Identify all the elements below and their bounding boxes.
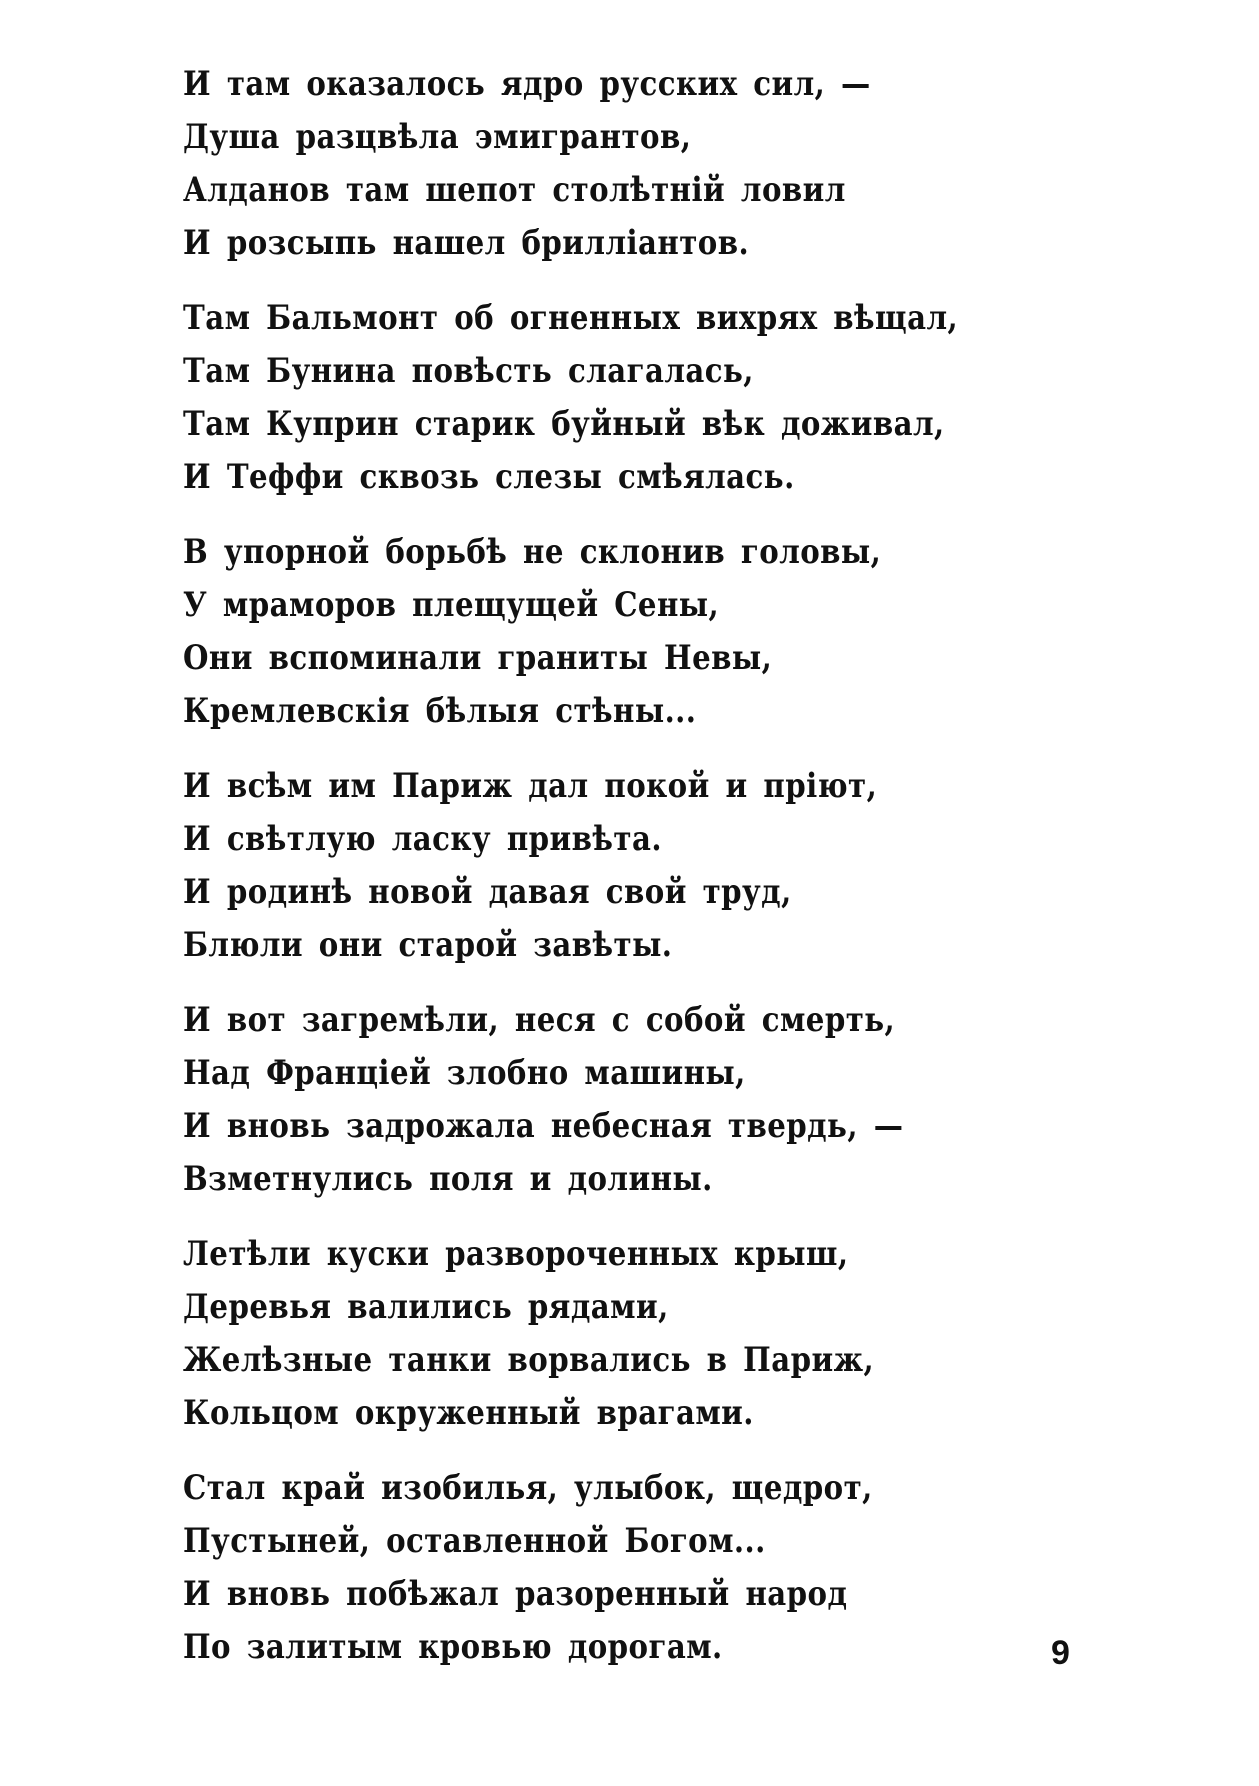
stanza-3 bbox=[183, 526, 1183, 738]
poem-line: Кремлевскія бѣлыя стѣны... bbox=[183, 691, 697, 731]
poem-line: Пустыней, оставленной Богом... bbox=[183, 1521, 766, 1561]
stanza-2 bbox=[183, 292, 1183, 504]
stanza-1 bbox=[183, 58, 1183, 270]
poem-line: И всѣм им Париж дал покой и прiют, bbox=[183, 766, 878, 806]
poem-line: И Теффи сквозь слезы смѣялась. bbox=[183, 457, 795, 497]
poem-line: И там оказалось ядро русских сил, — bbox=[183, 64, 871, 104]
poem-line: Там Бунина повѣсть слагалась, bbox=[183, 351, 754, 391]
poem-line: Алданов там шепот столѣтній ловил bbox=[183, 170, 846, 210]
stanza-6 bbox=[183, 1228, 1183, 1440]
poem-line: Блюли они старой завѣты. bbox=[183, 925, 673, 965]
page-number: 9 bbox=[1051, 1634, 1070, 1672]
poem-line: И вот загремѣли, неся с собой смерть, bbox=[183, 1000, 896, 1040]
poem-line: И вновь задрожала небесная твердь, — bbox=[183, 1106, 904, 1146]
poem-line: Там Куприн старик буйный вѣк доживал, bbox=[183, 404, 945, 444]
poem-line: В упорной борьбѣ не склонив головы, bbox=[183, 532, 882, 572]
poem-line: Душа разцвѣла эмигрантов, bbox=[183, 117, 692, 157]
poem-line: И свѣтлую ласку привѣта. bbox=[183, 819, 662, 859]
poem-line: Взметнулись поля и долины. bbox=[183, 1159, 713, 1199]
poem-line: У мраморов плещущей Сены, bbox=[183, 585, 720, 625]
stanza-7 bbox=[183, 1462, 1183, 1674]
poem-line: По залитым кровью дорогам. bbox=[183, 1627, 723, 1667]
poem-line: Они вспоминали граниты Невы, bbox=[183, 638, 773, 678]
poem-line: Стал край изобилья, улыбок, щедрот, bbox=[183, 1468, 873, 1508]
poem-line: Кольцом окруженный врагами. bbox=[183, 1393, 754, 1433]
stanza-4 bbox=[183, 760, 1183, 972]
poem-line: И вновь побѣжал разоренный народ bbox=[183, 1574, 848, 1614]
poem-line: И родинѣ новой давая свой труд, bbox=[183, 872, 792, 912]
poem-text bbox=[183, 58, 1183, 1696]
poem-line: Желѣзные танки ворвались в Париж, bbox=[183, 1340, 875, 1380]
poem-line: Над Францiей злобно машины, bbox=[183, 1053, 746, 1093]
poem-line: Деревья валились рядами, bbox=[183, 1287, 669, 1327]
poem-line: Там Бальмонт об огненных вихрях вѣщал, bbox=[183, 298, 959, 338]
poem-line: И розсыпь нашел бриллiантов. bbox=[183, 223, 750, 263]
poem-line: Летѣли куски развороченных крыш, bbox=[183, 1234, 849, 1274]
stanza-5 bbox=[183, 994, 1183, 1206]
